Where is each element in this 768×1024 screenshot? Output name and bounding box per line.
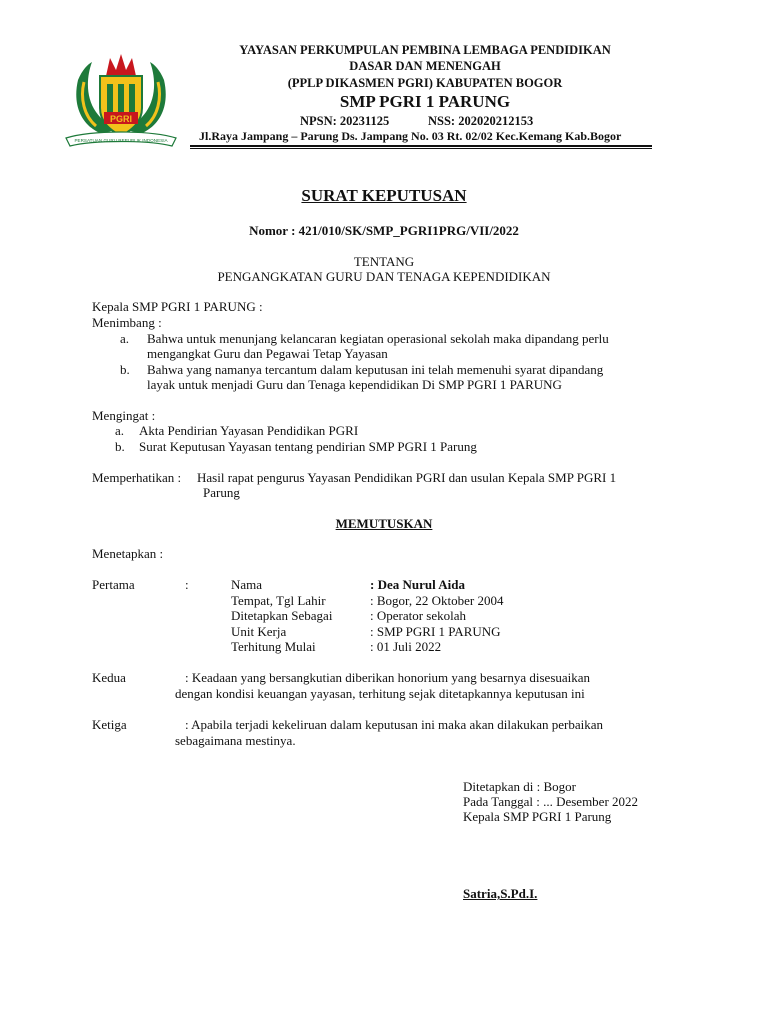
ketiga-line1: : Apabila terjadi kekeliruan dalam keputusan ini maka akan dilakukan perbaikan (185, 717, 604, 732)
pertama-unit-key: Unit Kerja (231, 624, 287, 639)
mengingat-label: Mengingat : (92, 408, 156, 423)
document-number: Nomor : 421/010/SK/SMP_PGRI1PRG/VII/2022 (249, 223, 519, 238)
pertama-start-value: : 01 Juli 2022 (370, 639, 442, 654)
pertama-name-key: Nama (231, 577, 263, 592)
document-title: SURAT KEPUTUSAN (301, 186, 467, 205)
header-nss: NSS: 202020212153 (428, 114, 534, 128)
signature-name: Satria,S.Pd.I. (463, 886, 538, 901)
pertama-unit-value: : SMP PGRI 1 PARUNG (370, 624, 501, 639)
kepala-label: Kepala SMP PGRI 1 PARUNG : (92, 299, 263, 314)
header-school-name: SMP PGRI 1 PARUNG (339, 92, 511, 111)
signature-place: Ditetapkan di : Bogor (463, 779, 577, 794)
kedua-line2: dengan kondisi keuangan yayasan, terhitung sejak ditetapkannya keputusan ini (175, 686, 585, 701)
pertama-position-key: Ditetapkan Sebagai (231, 608, 333, 623)
mengingat-a-text: Akta Pendirian Yayasan Pendidikan PGRI (139, 423, 359, 438)
header-address: Jl.Raya Jampang – Parung Ds. Jampang No. 03 Rt. 02/02 Kec.Kemang Kab.Bogor (199, 129, 622, 143)
header-rule-thick (190, 145, 652, 147)
header-npsn: NPSN: 20231125 (300, 114, 390, 128)
ketiga-label: Ketiga (92, 717, 127, 732)
menimbang-a-marker: a. (120, 331, 130, 346)
memperhatikan-label: Memperhatikan : (92, 470, 182, 485)
menimbang-b-line1: Bahwa yang namanya tercantum dalam keputusan ini telah memenuhi syarat dipandang (147, 362, 604, 377)
header-foundation-line3: (PPLP DIKASMEN PGRI) KABUPATEN BOGOR (287, 76, 563, 90)
memperhatikan-line1: Hasil rapat pengurus Yayasan Pendidikan PGRI dan usulan Kepala SMP PGRI 1 (197, 470, 617, 485)
mengingat-b-marker: b. (115, 439, 125, 454)
menimbang-a-line2: mengangkat Guru dan Pegawai Tetap Yayasan (147, 346, 388, 361)
memutuskan-heading: MEMUTUSKAN (335, 516, 433, 531)
kedua-label: Kedua (92, 670, 126, 685)
pertama-colon: : (185, 577, 189, 592)
menimbang-a-line1: Bahwa untuk menunjang kelancaran kegiatan operasional sekolah maka dipandang perlu (147, 331, 609, 346)
menimbang-label: Menimbang : (92, 315, 162, 330)
pertama-birth-value: : Bogor, 22 Oktober 2004 (370, 593, 504, 608)
mengingat-a-marker: a. (115, 423, 125, 438)
memperhatikan-line2: Parung (203, 485, 240, 500)
logo-ribbon-text: PERSATUAN GURU REPUBLIK INDONESIA (74, 138, 168, 143)
header-foundation-line2: DASAR DAN MENENGAH (349, 59, 501, 73)
signature-role: Kepala SMP PGRI 1 Parung (463, 809, 612, 824)
pertama-position-value: : Operator sekolah (370, 608, 467, 623)
menetapkan-label: Menetapkan : (92, 546, 164, 561)
logo-badge-text: PGRI (109, 114, 133, 124)
kedua-line1: : Keadaan yang bersangkutian diberikan honorium yang besarnya disesuaikan (185, 670, 591, 685)
header-rule-thin (190, 148, 652, 149)
pertama-start-key: Terhitung Mulai (231, 639, 316, 654)
tentang-label: TENTANG (353, 254, 415, 269)
pgri-logo (62, 46, 180, 156)
logo-crown (106, 54, 136, 76)
document-subject: PENGANGKATAN GURU DAN TENAGA KEPENDIDIKAN (217, 269, 551, 284)
menimbang-b-marker: b. (120, 362, 130, 377)
pertama-birth-key: Tempat, Tgl Lahir (231, 593, 326, 608)
pertama-label: Pertama (92, 577, 135, 592)
signature-date: Pada Tanggal : ... Desember 2022 (463, 794, 639, 809)
menimbang-b-line2: layak untuk menjadi Guru dan Tenaga kependidikan Di SMP PGRI 1 PARUNG (147, 377, 562, 392)
ketiga-line2: sebagaimana mestinya. (175, 733, 296, 748)
header-foundation-line1: YAYASAN PERKUMPULAN PEMBINA LEMBAGA PENDIDIKAN (239, 43, 611, 57)
mengingat-b-text: Surat Keputusan Yayasan tentang pendirian SMP PGRI 1 Parung (139, 439, 477, 454)
pertama-name-value: : Dea Nurul Aida (370, 577, 465, 592)
